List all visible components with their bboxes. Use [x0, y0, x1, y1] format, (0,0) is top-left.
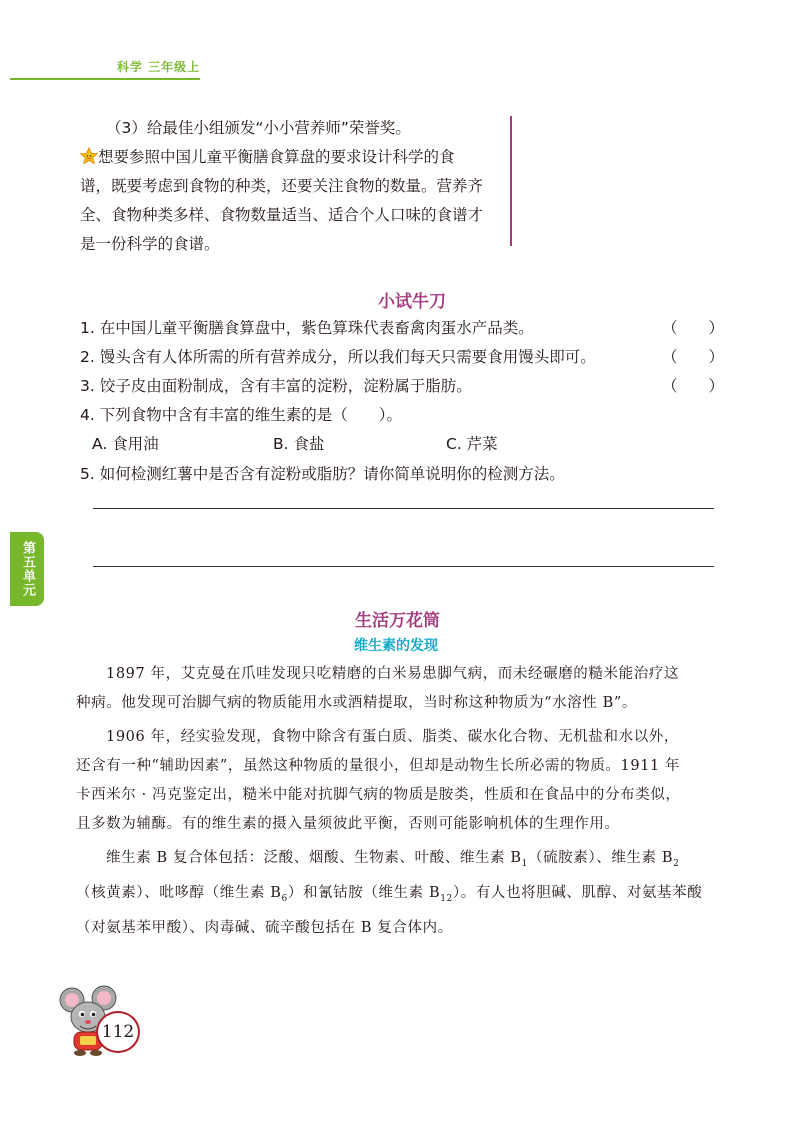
side-rule [510, 116, 512, 246]
question-1: 1. 在中国儿童平衡膳食算盘中，紫色算珠代表畜禽肉蛋水产品类。 [80, 319, 534, 337]
text-line: 还含有一种“辅助因素”，虽然这种物质的量很小，但却是动物生长所必需的物质。1911 年 [76, 758, 681, 774]
question-3: 3. 饺子皮由面粉制成，含有丰富的淀粉，淀粉属于脂肪。 [80, 377, 472, 395]
unit-tab: 第五单元 [10, 532, 44, 606]
quiz-title: 小试牛刀 [378, 292, 446, 312]
text-line: 维生素 B 复合体包括：泛酸、烟酸、生物素、叶酸、维生素 $B_1$（硫胺素）、维生素 $B_2$ [106, 850, 680, 869]
option-b[interactable]: B. 食盐 [273, 435, 325, 453]
running-header: 科学 三年级上 [117, 60, 201, 74]
answer-line-2[interactable] [93, 566, 714, 567]
tip-line: 全、食物种类多样、食物数量适当、适合个人口味的食谱才 [80, 206, 484, 224]
tip-line: 谱，既要考虑到食物的种类，还要关注食物的数量。营养齐 [80, 177, 484, 195]
tip-line: 想要参照中国儿童平衡膳食算盘的要求设计科学的食 [98, 148, 455, 166]
reading-body [76, 660, 726, 943]
option-c[interactable]: C. 芹菜 [446, 435, 498, 453]
option-a[interactable]: A. 食用油 [92, 435, 159, 453]
reading-title: 生活万花筒 [355, 611, 440, 631]
question-5: 5. 如何检测红薯中是否含有淀粉或脂肪？请你简单说明你的检测方法。 [80, 465, 565, 483]
answer-paren-3[interactable]: （ ） [662, 377, 725, 395]
text-line: 种病。他发现可治脚气病的物质能用水或酒精提取，当时称这种物质为“水溶性 B”。 [76, 695, 637, 711]
text-line: （对氨基苯甲酸）、肉毒碱、硫辛酸包括在 B 复合体内。 [76, 919, 453, 936]
text-line: （核黄素）、吡哆醇（维生素 $B_6$）和氰钴胺（维生素 $B_{12}$）。有人也将胆碱、肌醇、对氨基苯酸 [76, 884, 703, 904]
star-icon [80, 147, 98, 165]
question-2: 2. 馒头含有人体所需的所有营养成分，所以我们每天只需要食用馒头即可。 [80, 348, 596, 366]
text-line: 且多数为辅酶。有的维生素的摄入量须彼此平衡，否则可能影响机体的生理作用。 [76, 816, 620, 832]
answer-line-1[interactable] [93, 508, 714, 509]
question-4: 4. 下列食物中含有丰富的维生素的是（ ）。 [80, 406, 402, 424]
text-line: 卡西米尔 · 冯克鉴定出，糙米中能对抗脚气病的物质是胺类，性质和在食品中的分布类似， [76, 787, 681, 803]
page-number: 112 [96, 1011, 140, 1053]
reading-subtitle: 维生素的发现 [354, 638, 438, 654]
text-line: 1897 年，艾克曼在爪哇发现只吃精磨的白米易患脚气病，而未经碾磨的糙米能治疗这 [106, 666, 680, 682]
answer-paren-1[interactable]: （ ） [662, 319, 725, 337]
tip-paragraph [80, 143, 510, 259]
text-line: 1906 年，经实验发现，食物中除含有蛋白质、脂类、碳水化合物、无机盐和水以外， [106, 729, 680, 745]
answer-paren-2[interactable]: （ ） [662, 348, 725, 366]
tip-line: 是一份科学的食谱。 [80, 235, 220, 253]
header-rule [10, 78, 200, 80]
award-step: （3）给最佳小组颁发“小小营养师”荣誉奖。 [106, 119, 411, 137]
